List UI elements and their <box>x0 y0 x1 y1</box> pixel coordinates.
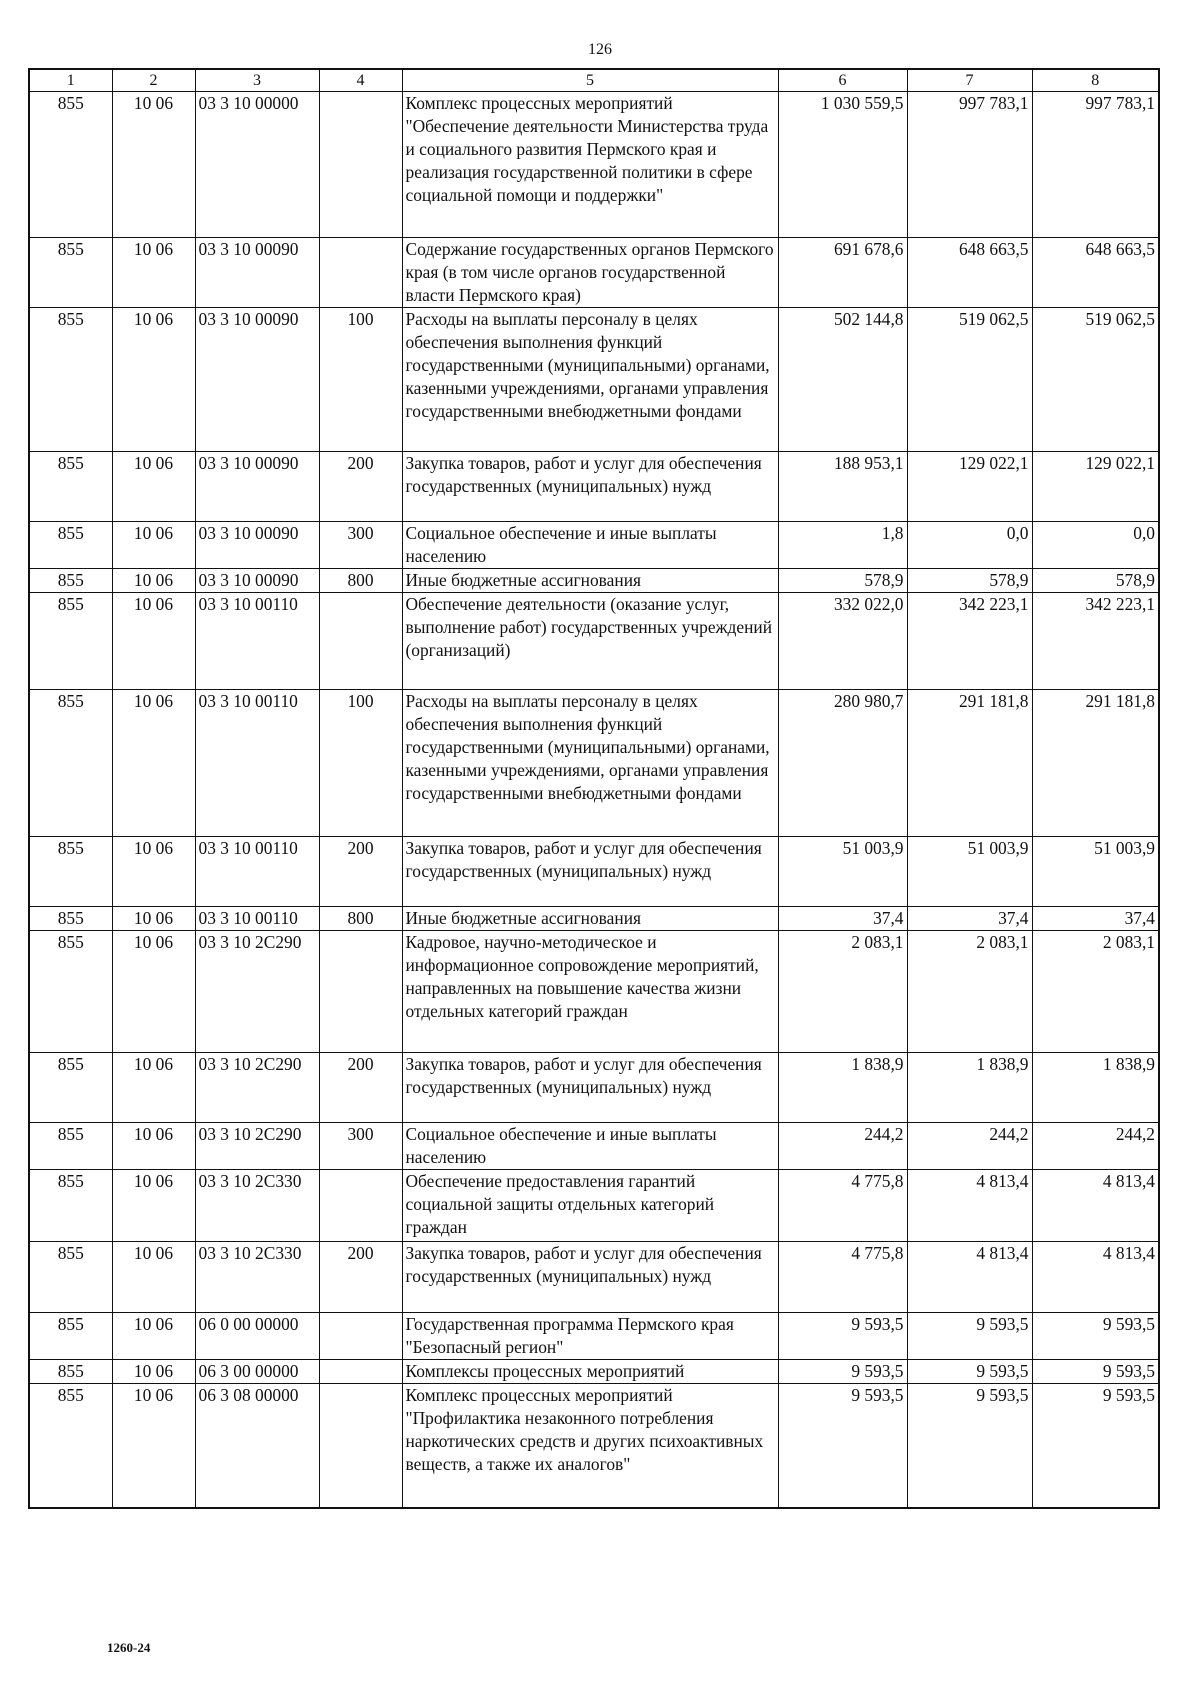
table-row <box>29 1313 1159 1360</box>
cell-col-7: 129 022,1 <box>907 452 1032 522</box>
cell-col-8: 4 813,4 <box>1032 1170 1159 1242</box>
cell-col-3: 06 3 08 00000 <box>195 1384 319 1508</box>
cell-col-4: 800 <box>319 907 402 931</box>
cell-col-6: 2 083,1 <box>778 931 907 1053</box>
cell-col-5: Закупка товаров, работ и услуг для обеспечения государственных (муниципальных) нужд <box>402 837 778 907</box>
cell-col-1: 855 <box>29 1313 112 1360</box>
cell-col-3: 03 3 10 00090 <box>195 308 319 452</box>
cell-col-6: 37,4 <box>778 907 907 931</box>
cell-col-3: 03 3 10 2C330 <box>195 1170 319 1242</box>
header-col-3: 3 <box>195 69 319 92</box>
cell-col-6: 9 593,5 <box>778 1384 907 1508</box>
table-row <box>29 1384 1159 1508</box>
cell-col-4 <box>319 92 402 238</box>
table-row <box>29 238 1159 308</box>
cell-col-2: 10 06 <box>112 1053 195 1123</box>
cell-col-1: 855 <box>29 1384 112 1508</box>
cell-col-4: 200 <box>319 837 402 907</box>
cell-col-4 <box>319 1384 402 1508</box>
table-row <box>29 1123 1159 1170</box>
cell-col-7: 578,9 <box>907 569 1032 593</box>
cell-col-5: Кадровое, научно-методическое и информационное сопровождение мероприятий, направленных на повышение качества жизни отдельных категорий граждан <box>402 931 778 1053</box>
header-col-8: 8 <box>1032 69 1159 92</box>
table-row <box>29 452 1159 522</box>
cell-col-7: 9 593,5 <box>907 1384 1032 1508</box>
cell-col-8: 291 181,8 <box>1032 690 1159 837</box>
cell-col-7: 342 223,1 <box>907 593 1032 690</box>
cell-col-4 <box>319 1170 402 1242</box>
cell-col-8: 0,0 <box>1032 522 1159 569</box>
cell-col-7: 51 003,9 <box>907 837 1032 907</box>
cell-col-5: Социальное обеспечение и иные выплаты населению <box>402 522 778 569</box>
cell-col-3: 03 3 10 00090 <box>195 569 319 593</box>
cell-col-3: 03 3 10 2C290 <box>195 931 319 1053</box>
cell-col-3: 03 3 10 00110 <box>195 690 319 837</box>
cell-col-8: 342 223,1 <box>1032 593 1159 690</box>
table-row <box>29 1053 1159 1123</box>
header-col-5: 5 <box>402 69 778 92</box>
cell-col-8: 9 593,5 <box>1032 1313 1159 1360</box>
cell-col-6: 9 593,5 <box>778 1313 907 1360</box>
cell-col-7: 648 663,5 <box>907 238 1032 308</box>
cell-col-2: 10 06 <box>112 907 195 931</box>
table-row <box>29 690 1159 837</box>
cell-col-4 <box>319 1313 402 1360</box>
cell-col-8: 129 022,1 <box>1032 452 1159 522</box>
cell-col-4: 300 <box>319 1123 402 1170</box>
cell-col-4 <box>319 238 402 308</box>
cell-col-1: 855 <box>29 1360 112 1384</box>
cell-col-8: 37,4 <box>1032 907 1159 931</box>
cell-col-6: 4 775,8 <box>778 1242 907 1313</box>
header-row <box>29 69 1159 92</box>
cell-col-2: 10 06 <box>112 308 195 452</box>
cell-col-5: Комплекс процессных мероприятий "Обеспечение деятельности Министерства труда и социального развития Пермского края и реализация государственной политики в сфере социальной помощи и поддержки" <box>402 92 778 238</box>
cell-col-5: Расходы на выплаты персоналу в целях обеспечения выполнения функций государственными (муниципальными) органами, казенными учреждениями, органами управления государственными внебюджетными фондами <box>402 308 778 452</box>
header-col-4: 4 <box>319 69 402 92</box>
cell-col-1: 855 <box>29 452 112 522</box>
cell-col-2: 10 06 <box>112 1313 195 1360</box>
cell-col-7: 1 838,9 <box>907 1053 1032 1123</box>
cell-col-4: 100 <box>319 308 402 452</box>
cell-col-2: 10 06 <box>112 238 195 308</box>
cell-col-6: 578,9 <box>778 569 907 593</box>
table-row <box>29 92 1159 238</box>
cell-col-6: 9 593,5 <box>778 1360 907 1384</box>
cell-col-4: 200 <box>319 1242 402 1313</box>
cell-col-6: 1,8 <box>778 522 907 569</box>
cell-col-2: 10 06 <box>112 593 195 690</box>
cell-col-2: 10 06 <box>112 837 195 907</box>
cell-col-3: 03 3 10 00090 <box>195 452 319 522</box>
cell-col-7: 4 813,4 <box>907 1242 1032 1313</box>
header-col-1: 1 <box>29 69 112 92</box>
cell-col-2: 10 06 <box>112 690 195 837</box>
page-number: 126 <box>588 41 612 58</box>
cell-col-5: Иные бюджетные ассигнования <box>402 569 778 593</box>
cell-col-7: 9 593,5 <box>907 1313 1032 1360</box>
cell-col-2: 10 06 <box>112 1384 195 1508</box>
cell-col-8: 9 593,5 <box>1032 1360 1159 1384</box>
cell-col-7: 9 593,5 <box>907 1360 1032 1384</box>
cell-col-5: Социальное обеспечение и иные выплаты населению <box>402 1123 778 1170</box>
cell-col-4 <box>319 1360 402 1384</box>
cell-col-7: 37,4 <box>907 907 1032 931</box>
cell-col-6: 1 030 559,5 <box>778 92 907 238</box>
cell-col-2: 10 06 <box>112 1123 195 1170</box>
cell-col-6: 332 022,0 <box>778 593 907 690</box>
cell-col-6: 244,2 <box>778 1123 907 1170</box>
cell-col-3: 03 3 10 00110 <box>195 907 319 931</box>
cell-col-7: 0,0 <box>907 522 1032 569</box>
cell-col-8: 4 813,4 <box>1032 1242 1159 1313</box>
cell-col-8: 9 593,5 <box>1032 1384 1159 1508</box>
cell-col-1: 855 <box>29 593 112 690</box>
cell-col-6: 51 003,9 <box>778 837 907 907</box>
cell-col-4: 800 <box>319 569 402 593</box>
cell-col-5: Обеспечение деятельности (оказание услуг, выполнение работ) государственных учреждений (организаций) <box>402 593 778 690</box>
cell-col-2: 10 06 <box>112 92 195 238</box>
cell-col-5: Расходы на выплаты персоналу в целях обеспечения выполнения функций государственными (муниципальными) органами, казенными учреждениями, органами управления государственными внебюджетными фондами <box>402 690 778 837</box>
cell-col-3: 06 3 00 00000 <box>195 1360 319 1384</box>
cell-col-7: 244,2 <box>907 1123 1032 1170</box>
cell-col-8: 2 083,1 <box>1032 931 1159 1053</box>
cell-col-3: 03 3 10 00110 <box>195 593 319 690</box>
cell-col-4 <box>319 931 402 1053</box>
cell-col-5: Содержание государственных органов Пермского края (в том числе органов государственной власти Пермского края) <box>402 238 778 308</box>
cell-col-3: 03 3 10 00090 <box>195 238 319 308</box>
table-row <box>29 522 1159 569</box>
cell-col-5: Закупка товаров, работ и услуг для обеспечения государственных (муниципальных) нужд <box>402 452 778 522</box>
cell-col-8: 648 663,5 <box>1032 238 1159 308</box>
table-row <box>29 593 1159 690</box>
cell-col-4: 100 <box>319 690 402 837</box>
table-row <box>29 1360 1159 1384</box>
table-row <box>29 907 1159 931</box>
cell-col-1: 855 <box>29 308 112 452</box>
table-row <box>29 1242 1159 1313</box>
cell-col-1: 855 <box>29 1123 112 1170</box>
cell-col-2: 10 06 <box>112 931 195 1053</box>
cell-col-6: 280 980,7 <box>778 690 907 837</box>
table-row <box>29 1170 1159 1242</box>
cell-col-2: 10 06 <box>112 522 195 569</box>
cell-col-5: Комплексы процессных мероприятий <box>402 1360 778 1384</box>
cell-col-3: 03 3 10 2C290 <box>195 1053 319 1123</box>
cell-col-1: 855 <box>29 569 112 593</box>
table-row <box>29 308 1159 452</box>
table-body <box>29 92 1159 1508</box>
cell-col-1: 855 <box>29 92 112 238</box>
cell-col-8: 997 783,1 <box>1032 92 1159 238</box>
cell-col-1: 855 <box>29 238 112 308</box>
budget-table <box>28 68 1160 1509</box>
cell-col-3: 03 3 10 2C290 <box>195 1123 319 1170</box>
cell-col-2: 10 06 <box>112 1170 195 1242</box>
cell-col-1: 855 <box>29 907 112 931</box>
cell-col-5: Государственная программа Пермского края "Безопасный регион" <box>402 1313 778 1360</box>
header-col-2: 2 <box>112 69 195 92</box>
table-row <box>29 569 1159 593</box>
cell-col-4: 200 <box>319 452 402 522</box>
cell-col-3: 06 0 00 00000 <box>195 1313 319 1360</box>
cell-col-8: 1 838,9 <box>1032 1053 1159 1123</box>
cell-col-1: 855 <box>29 1242 112 1313</box>
cell-col-6: 1 838,9 <box>778 1053 907 1123</box>
cell-col-7: 4 813,4 <box>907 1170 1032 1242</box>
cell-col-8: 519 062,5 <box>1032 308 1159 452</box>
cell-col-3: 03 3 10 00090 <box>195 522 319 569</box>
cell-col-4: 300 <box>319 522 402 569</box>
cell-col-8: 244,2 <box>1032 1123 1159 1170</box>
cell-col-6: 502 144,8 <box>778 308 907 452</box>
cell-col-2: 10 06 <box>112 1360 195 1384</box>
cell-col-1: 855 <box>29 931 112 1053</box>
cell-col-1: 855 <box>29 522 112 569</box>
footer-code: 1260-24 <box>107 1640 151 1655</box>
cell-col-3: 03 3 10 00110 <box>195 837 319 907</box>
cell-col-2: 10 06 <box>112 1242 195 1313</box>
cell-col-8: 51 003,9 <box>1032 837 1159 907</box>
header-col-7: 7 <box>907 69 1032 92</box>
cell-col-7: 997 783,1 <box>907 92 1032 238</box>
cell-col-4 <box>319 593 402 690</box>
cell-col-7: 519 062,5 <box>907 308 1032 452</box>
cell-col-7: 291 181,8 <box>907 690 1032 837</box>
cell-col-7: 2 083,1 <box>907 931 1032 1053</box>
cell-col-4: 200 <box>319 1053 402 1123</box>
cell-col-1: 855 <box>29 690 112 837</box>
cell-col-6: 188 953,1 <box>778 452 907 522</box>
cell-col-5: Обеспечение предоставления гарантий социальной защиты отдельных категорий граждан <box>402 1170 778 1242</box>
cell-col-1: 855 <box>29 1170 112 1242</box>
table-row <box>29 837 1159 907</box>
cell-col-6: 4 775,8 <box>778 1170 907 1242</box>
cell-col-6: 691 678,6 <box>778 238 907 308</box>
cell-col-1: 855 <box>29 837 112 907</box>
cell-col-3: 03 3 10 2C330 <box>195 1242 319 1313</box>
cell-col-3: 03 3 10 00000 <box>195 92 319 238</box>
cell-col-5: Закупка товаров, работ и услуг для обеспечения государственных (муниципальных) нужд <box>402 1242 778 1313</box>
cell-col-1: 855 <box>29 1053 112 1123</box>
cell-col-5: Иные бюджетные ассигнования <box>402 907 778 931</box>
table-row <box>29 931 1159 1053</box>
cell-col-2: 10 06 <box>112 452 195 522</box>
cell-col-5: Закупка товаров, работ и услуг для обеспечения государственных (муниципальных) нужд <box>402 1053 778 1123</box>
header-col-6: 6 <box>778 69 907 92</box>
cell-col-5: Комплекс процессных мероприятий "Профилактика незаконного потребления наркотических средств и других психоактивных веществ, а также их аналогов" <box>402 1384 778 1508</box>
cell-col-2: 10 06 <box>112 569 195 593</box>
cell-col-8: 578,9 <box>1032 569 1159 593</box>
